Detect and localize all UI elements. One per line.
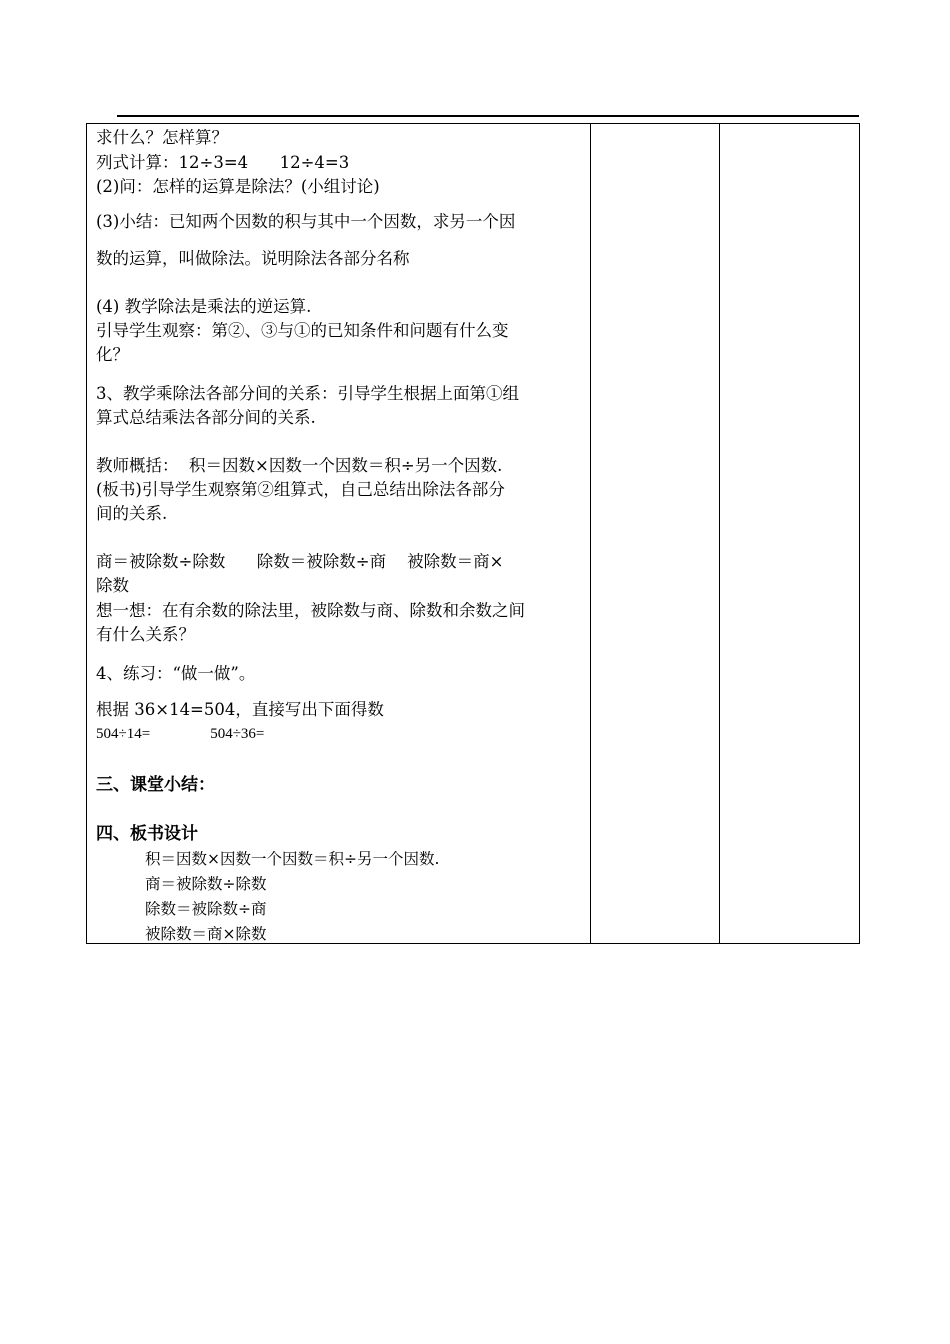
text-line: 引导学生观察：第②、③与①的已知条件和问题有什么变 <box>96 321 509 340</box>
text-line: 列式计算：12÷3=4 12÷4=3 <box>96 153 350 172</box>
board-line: 积＝因数×因数一个因数＝积÷另一个因数. <box>145 850 440 868</box>
text-line: (4) 教学除法是乘法的逆运算. <box>96 297 312 316</box>
section-summary-heading: 三、课堂小结： <box>96 775 215 795</box>
text-line: 根据 36×14=504，直接写出下面得数 <box>96 700 384 719</box>
text-line: (2)问：怎样的运算是除法？(小组讨论) <box>96 177 380 196</box>
text-line: 504÷14= 504÷36= <box>96 726 265 742</box>
header-rule <box>117 115 859 117</box>
text-line: 商＝被除数÷除数 除数＝被除数÷商 被除数＝商× <box>96 552 504 571</box>
column-divider-2 <box>719 124 720 943</box>
text-line: 求什么？怎样算？ <box>96 128 228 147</box>
board-line: 商＝被除数÷除数 <box>145 875 267 893</box>
text-line: 间的关系. <box>96 504 168 523</box>
lesson-table <box>86 123 860 944</box>
text-line: 教师概括： 积＝因数×因数一个因数＝积÷另一个因数. <box>96 456 503 475</box>
text-line: 数的运算，叫做除法。说明除法各部分名称 <box>96 249 410 268</box>
board-line: 除数＝被除数÷商 <box>145 900 267 918</box>
text-line: 4、练习：“做一做”。 <box>96 664 256 683</box>
text-line: 想一想：在有余数的除法里，被除数与商、除数和余数之间 <box>96 601 525 620</box>
text-line: (3)小结：已知两个因数的积与其中一个因数，求另一个因 <box>96 212 516 231</box>
board-line: 被除数＝商×除数 <box>145 925 267 943</box>
section-board-heading: 四、板书设计 <box>96 824 198 844</box>
text-line: (板书)引导学生观察第②组算式，自己总结出除法各部分 <box>96 480 505 499</box>
text-line: 算式总结乘法各部分间的关系. <box>96 408 316 427</box>
text-line: 除数 <box>96 576 129 595</box>
text-line: 3、教学乘除法各部分间的关系：引导学生根据上面第①组 <box>96 384 519 403</box>
text-line: 化？ <box>96 345 129 364</box>
column-divider-1 <box>590 124 591 943</box>
text-line: 有什么关系？ <box>96 625 195 644</box>
